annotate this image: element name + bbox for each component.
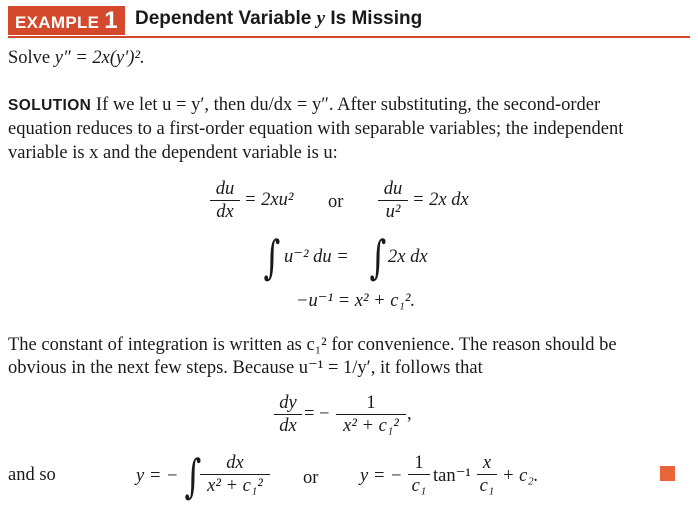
eq1-or: or (328, 192, 344, 212)
solution-line-2: equation reduces to a first-order equation with separable variables; the independent (8, 119, 624, 139)
problem-statement (8, 47, 145, 70)
final-integral-numerator: dx (226, 453, 244, 473)
final-or: or (303, 468, 319, 488)
final-fraction-2-denominator: c₁ (477, 474, 497, 497)
eq4-equals: = − (304, 404, 330, 424)
example-header (8, 6, 690, 36)
eq1-right-denominator: u² (378, 200, 408, 223)
example-title (135, 8, 422, 30)
final-fraction-2-numerator: x (482, 453, 492, 473)
eq4-right-fraction (336, 392, 406, 437)
problem-equation: y″ = 2x(y′)². (54, 48, 145, 68)
solution-label: SOLUTION (8, 97, 92, 114)
problem-prefix: Solve (8, 48, 55, 68)
eq1-left-fraction (210, 178, 240, 223)
eq1-right-fraction (378, 178, 408, 223)
final-arctan: tan⁻¹ (433, 466, 471, 486)
eq3: −u⁻¹ = x² + c₁². (296, 291, 416, 311)
example-badge-number: 1 (104, 7, 118, 34)
integral-sign-icon: ∫ (263, 230, 281, 284)
eq4-right-numerator: 1 (366, 393, 376, 413)
integral-sign-icon: ∫ (184, 449, 202, 503)
final-fraction-2 (477, 452, 497, 497)
final-fraction-1 (408, 452, 430, 497)
example-title-before: Dependent Variable (135, 8, 312, 29)
example-title-after: Is Missing (330, 8, 423, 29)
eq1-left-rhs: = 2xu² (244, 190, 294, 210)
final-plus-c2: + c₂. (502, 466, 539, 486)
solution-line-1 (8, 94, 600, 117)
eq2-left-integrand: u⁻² du = (284, 247, 349, 267)
and-so-text: and so (8, 465, 56, 485)
eq1-right-numerator: du (383, 179, 403, 199)
final-fraction-1-denominator: c₁ (408, 474, 430, 497)
eq4-trailing-comma: , (407, 404, 412, 424)
paragraph-2-line-2: obvious in the next few steps. Because u⁻¹ = 1/y′, it follows that (8, 358, 483, 378)
final-y-equals-2: y = − (360, 466, 403, 486)
eq4-numerator: dy (279, 393, 297, 413)
example-badge (8, 6, 125, 35)
final-integral-fraction (200, 452, 270, 497)
final-y-equals: y = − (136, 466, 179, 486)
example-title-var: y (316, 8, 326, 29)
final-fraction-1-numerator: 1 (414, 453, 424, 473)
eq1-left-numerator: du (215, 179, 235, 199)
solution-line-3: variable is x and the dependent variable is u: (8, 143, 338, 163)
paragraph-2-line-1: The constant of integration is written as c₁² for convenience. The reason should be (8, 335, 617, 355)
header-rule (8, 36, 690, 38)
eq1-right-rhs: = 2x dx (412, 190, 469, 210)
example-badge-word: EXAMPLE (15, 13, 100, 32)
end-of-example-square-icon (660, 466, 675, 481)
eq4-right-denominator: x² + c₁² (336, 414, 406, 437)
eq1-left-denominator: dx (210, 200, 240, 223)
solution-line-1-text: If we let u = y′, then du/dx = y″. After substituting, the second-order (95, 95, 601, 115)
eq2-right-integrand: 2x dx (388, 247, 428, 267)
eq4-left-fraction (274, 392, 302, 437)
integral-sign-icon: ∫ (369, 230, 387, 284)
eq4-denominator: dx (274, 414, 302, 437)
final-integral-denominator: x² + c₁² (200, 474, 270, 497)
